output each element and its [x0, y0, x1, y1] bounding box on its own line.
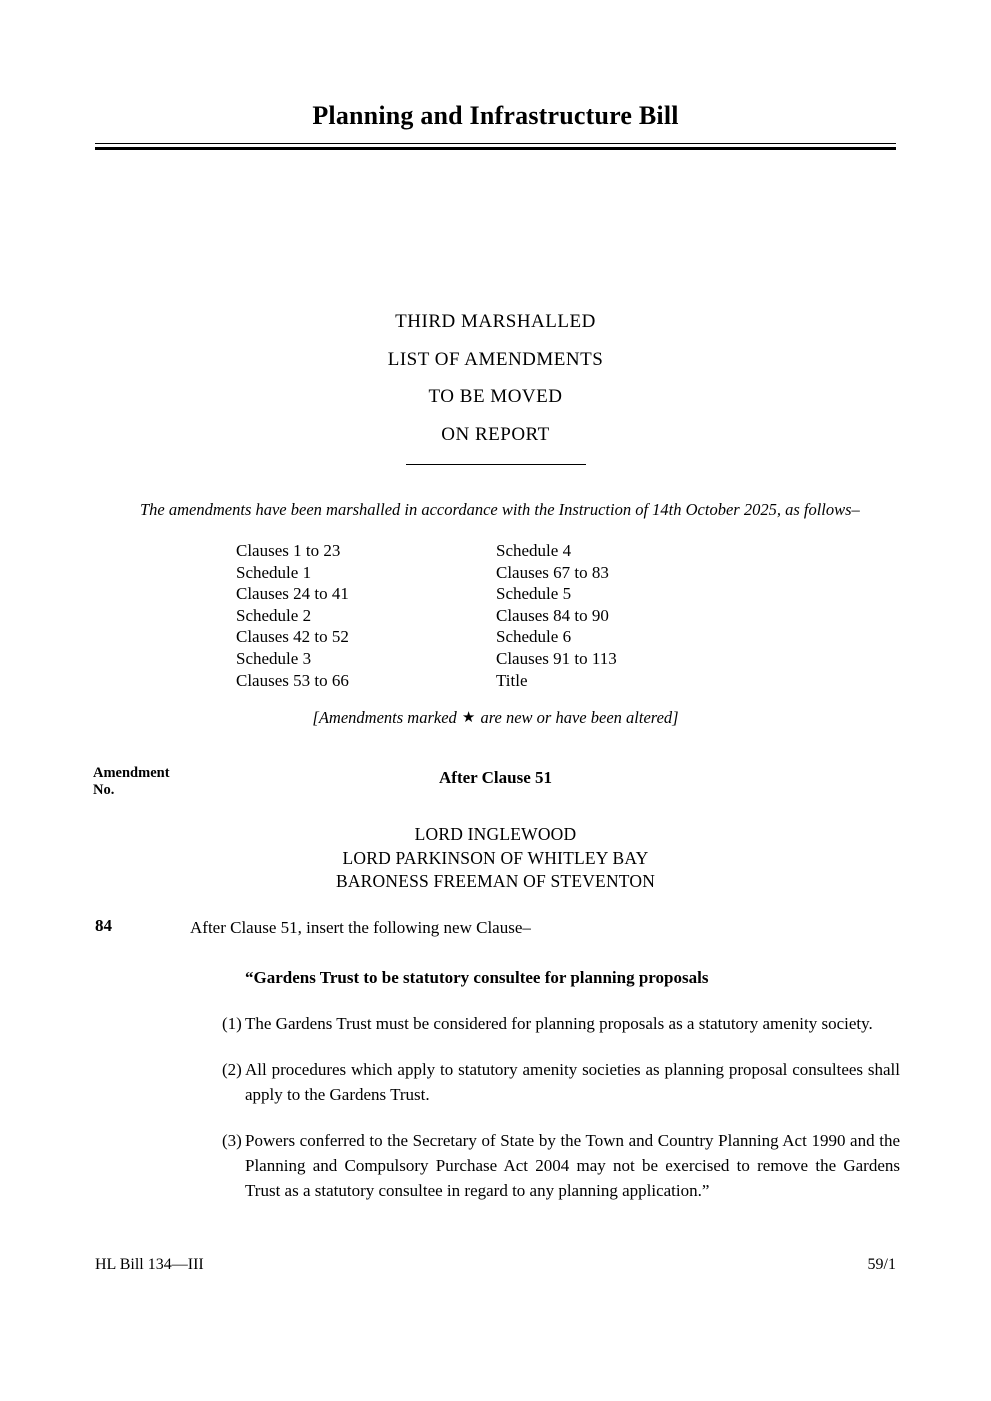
- heading-line-4: ON REPORT: [441, 423, 550, 445]
- section-divider: [95, 464, 896, 482]
- subparagraph-marker: (2): [222, 1060, 242, 1079]
- subparagraph: [222, 1128, 900, 1203]
- new-clause-title: “Gardens Trust to be statutory consultee for planning proposals: [245, 968, 709, 987]
- clause-entry: Schedule 2: [236, 605, 312, 625]
- clause-entry: Clauses 1 to 23: [236, 541, 341, 560]
- subparagraph-text: The Gardens Trust must be considered for planning proposals as a statutory amenity society.: [245, 1014, 873, 1033]
- clause-entry: Clauses 84 to 90: [496, 605, 609, 625]
- page-footer: [95, 1256, 896, 1274]
- amendment-intro-text: After Clause 51, insert the following new Clause–: [190, 918, 531, 937]
- clause-entry: Clauses 53 to 66: [236, 670, 349, 690]
- clause-entry: Schedule 1: [236, 562, 312, 582]
- title-block: [95, 100, 896, 150]
- subparagraph-text: Powers conferred to the Secretary of State by the Town and Country Planning Act 1990 and the Planning and Compulsory Purchase Act 2004 may not be exercised to remove the Gardens Trust as a statutory consultee in regard to any planning application.”: [245, 1131, 900, 1200]
- bill-reference: HL Bill 134—III: [95, 1256, 204, 1273]
- clause-list-left-column: [236, 540, 496, 691]
- heading-line-2: LIST OF AMENDMENTS: [387, 348, 604, 370]
- amendment-intro-row: [95, 916, 900, 942]
- section-heading: After Clause 51: [439, 768, 552, 787]
- clause-entry: Clauses 67 to 83: [496, 562, 609, 582]
- subparagraph-marker: (3): [222, 1131, 242, 1150]
- clause-entry: Schedule 5: [496, 584, 572, 604]
- heading-line-1: THIRD MARSHALLED: [395, 311, 596, 332]
- clause-list-right-column: [496, 540, 796, 691]
- clause-entry: Schedule 6: [496, 627, 572, 647]
- star-icon: ★: [461, 710, 476, 726]
- subparagraph: [222, 1011, 900, 1036]
- instruction-paragraph: The amendments have been marshalled in accordance with the Instruction of 14th October 2025, as follows–: [140, 500, 860, 519]
- heading-line-3: TO BE MOVED: [428, 386, 563, 407]
- page-title: Planning and Infrastructure Bill: [312, 101, 679, 130]
- subparagraph-marker: (1): [222, 1014, 242, 1033]
- clause-entry: Clauses 24 to 41: [236, 584, 349, 604]
- star-note: [95, 708, 896, 728]
- page-number: 59/1: [867, 1256, 896, 1273]
- sponsor-name: LORD INGLEWOOD: [414, 824, 577, 844]
- divider-rule: [406, 464, 586, 465]
- amendment-number: 84: [95, 916, 112, 935]
- clause-entry: Clauses 42 to 52: [236, 627, 349, 647]
- clause-list: [236, 540, 836, 691]
- clause-entry: Title: [496, 670, 528, 690]
- subparagraph: [222, 1057, 900, 1107]
- clause-entry: Schedule 3: [236, 648, 312, 668]
- star-note-prefix: [Amendments marked: [312, 708, 457, 727]
- sponsor-name: LORD PARKINSON OF WHITLEY BAY: [342, 847, 649, 868]
- sponsor-name: BARONESS FREEMAN OF STEVENTON: [335, 871, 656, 891]
- amendment-block: [95, 916, 900, 1203]
- list-heading-block: [95, 303, 896, 453]
- subparagraph-text: All procedures which apply to statutory amenity societies as planning proposal consultees shall apply to the Gardens Trust.: [245, 1060, 900, 1104]
- star-note-suffix: are new or have been altered]: [480, 708, 679, 727]
- clause-entry: Clauses 91 to 113: [496, 648, 617, 668]
- amendment-no-label-line2: No.: [93, 781, 115, 798]
- title-rule-lower: [95, 147, 896, 150]
- sponsor-list: [95, 823, 896, 894]
- amendment-no-label-line1: Amendment: [93, 765, 170, 781]
- clause-entry: Schedule 4: [496, 541, 572, 560]
